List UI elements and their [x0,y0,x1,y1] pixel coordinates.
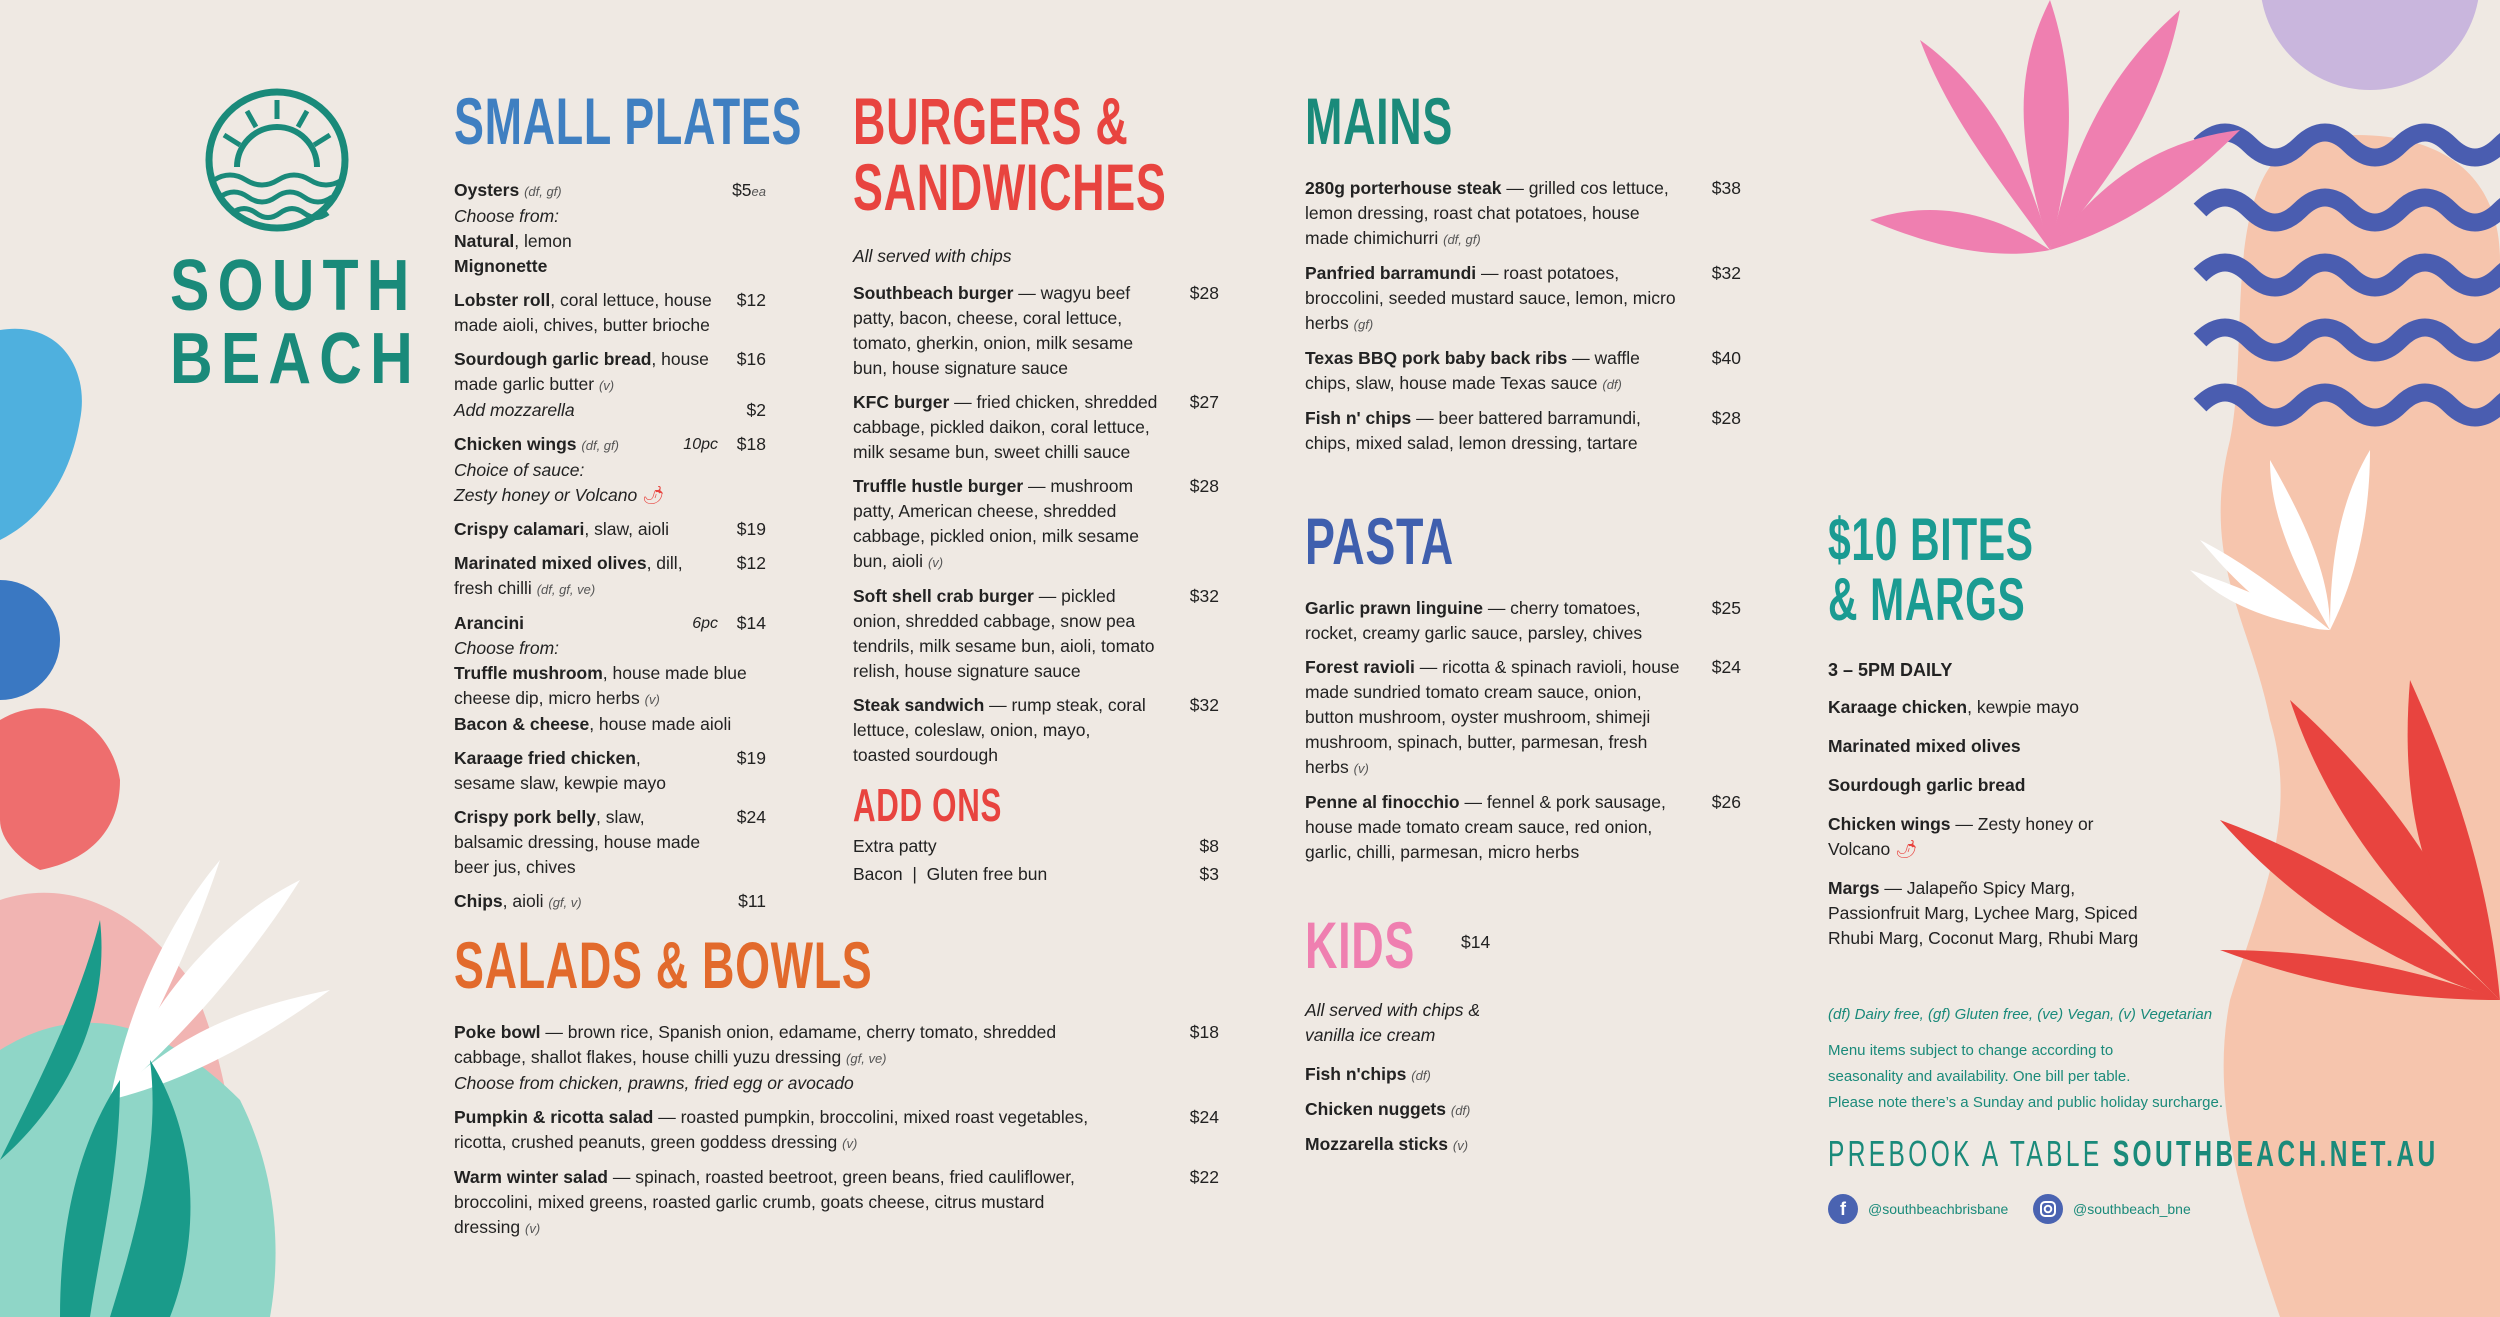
facebook-handle: @southbeachbrisbane [1868,1201,2009,1217]
menu-item: Texas BBQ pork baby back ribs — waffle chips, slaw, house made Texas sauce (df) $40 [1305,348,1741,393]
pink-leaf-shape [1870,0,2240,254]
info-section [1828,1002,2288,1116]
menu-item: Crispy pork belly, slaw, balsamic dressing, house made beer jus, chives $24 [454,807,766,877]
menu-item: Chicken wings (df, gf) 10pc $18 Choice of sauce: Zesty honey or Volcano 🌶 [454,434,766,505]
bite-item: Chicken wings — Zesty honey or Volcano 🌶 [1828,814,2094,859]
menu-item: Steak sandwich — rump steak, coral lettuce, coleslaw, onion, mayo, toasted sourdough $32 [853,695,1219,765]
menu-item: Lobster roll, coral lettuce, house made aioli, chives, butter brioche $12 [454,290,766,335]
menu-item: Forest ravioli — ricotta & spinach ravioli, house made sundried tomato cream sauce, onion, button mushroom, oyster mushroom, shimeji mushroom, spinach, butter, parmesan, fresh herbs (v) $24 [1305,657,1741,777]
coral-leaf-shape [0,708,120,870]
menu-item: Fish n'chips (df) [1305,1064,1431,1084]
add-on-item: Bacon | Gluten free bun $3 [853,864,1219,884]
burgers-title-1: BURGERS & [853,84,1129,158]
bites-time: 3 – 5PM DAILY [1828,660,1953,680]
kids-section [1305,908,1505,1167]
notice-line-3: Please note there’s a Sunday and public holiday surcharge. [1828,1094,2223,1111]
menu-item: Chicken nuggets (df) [1305,1099,1471,1119]
blue-leaf-shape [0,329,82,540]
menu-item: Marinated mixed olives, dill, fresh chilli (df, gf, ve) $12 [454,553,766,598]
burgers-section [853,84,1219,896]
bite-item: Margs — Jalapeño Spicy Marg, Passionfruit Marg, Lychee Marg, Spiced Rhubi Marg, Coconut Marg, Rhubi Marg [1828,878,2139,948]
kids-price: $14 [1461,932,1491,952]
chili-icon: 🌶 [1895,839,1918,859]
mains-section [1305,84,1741,465]
facebook-link[interactable] [1828,1194,2008,1224]
pasta-title: PASTA [1305,504,1454,578]
menu-item: Fish n' chips — beer battered barramundi, chips, mixed salad, lemon dressing, tartare $28 [1305,408,1741,453]
menu-item: Warm winter salad — spinach, roasted beetroot, green beans, fried cauliflower, broccolini, mixed greens, roasted garlic crumb, goats cheese, citrus mustard dressing (v) $22 [454,1167,1219,1237]
menu-item: Southbeach burger — wagyu beef patty, bacon, cheese, coral lettuce, tomato, gherkin, onion, milk sesame bun, house signature sauce $28 [853,283,1219,378]
bite-item: Marinated mixed olives [1828,736,2021,756]
bites-section [1828,506,2158,965]
menu-item: Penne al finocchio — fennel & pork sausage, house made tomato cream sauce, red onion, garlic, chilli, parmesan, micro herbs $26 [1305,792,1741,862]
instagram-link[interactable] [2033,1194,2191,1224]
kids-note: All served with chips & vanilla ice cream [1305,1000,1481,1045]
prebook-label: PREBOOK A TABLE [1828,1133,2103,1174]
menu-item: Poke bowl — brown rice, Spanish onion, edamame, cherry tomato, shredded cabbage, shallot flakes, house chilli yuzu dressing (gf, ve) $18 Choose from chicken, prawns, fried egg or avocado [454,1022,1219,1093]
menu-item: Oysters (df, gf) $5ea Choose from: Natural, lemon Mignonette [454,180,766,276]
website-link[interactable]: SOUTHBEACH.NET.AU [2112,1133,2439,1174]
bite-item: Karaage chicken, kewpie mayo [1828,697,2079,717]
burgers-title-2: SANDWICHES [853,150,1167,224]
menu-item: KFC burger — fried chicken, shredded cabbage, pickled daikon, coral lettuce, milk sesame bun, sweet chilli sauce $27 [853,392,1219,462]
add-ons-title: ADD ONS [853,779,1003,831]
bites-title-1: $10 BITES [1828,506,2034,573]
logo-line-1: SOUTH [170,246,418,326]
menu-item: Garlic prawn linguine — cherry tomatoes, rocket, creamy garlic sauce, parsley, chives $25 [1305,598,1741,643]
mains-title: MAINS [1305,84,1454,158]
chili-icon: 🌶 [642,485,665,505]
instagram-handle: @southbeach_bne [2073,1201,2191,1217]
menu-item: 280g porterhouse steak — grilled cos lettuce, lemon dressing, roast chat potatoes, house made chimichurri (df, gf) $38 [1305,178,1741,248]
kids-title: KIDS [1305,908,1415,982]
facebook-icon: f [1828,1194,1858,1224]
instagram-icon [2033,1194,2063,1224]
lilac-circle-shape [2260,0,2480,90]
menu-item: Chips, aioli (gf, v) $11 [454,891,766,911]
menu-item: Soft shell crab burger — pickled onion, shredded cabbage, snow pea tendrils, milk sesame bun, aioli, tomato relish, house signature sauce $32 [853,586,1219,681]
prebook-line [1828,1133,2439,1176]
menu-item: Truffle hustle burger — mushroom patty, American cheese, shredded cabbage, pickled onion, milk sesame bun, aioli (v) $28 [853,476,1219,571]
small-plates-title: SMALL PLATES [454,84,803,158]
bite-item: Sourdough garlic bread [1828,775,2026,795]
menu-item: Arancini 6pc $14 Choose from: Truffle mushroom, house made blue cheese dip, micro herbs (v) Bacon & cheese, house made aioli [454,613,766,734]
salads-title: SALADS & BOWLS [454,928,873,1002]
dietary-legend: (df) Dairy free, (gf) Gluten free, (ve) Vegan, (v) Vegetarian [1828,1006,2213,1023]
sun-over-waves-icon [202,85,352,235]
menu-item: Karaage fried chicken, sesame slaw, kewpie mayo $19 [454,748,766,793]
logo-line-2: BEACH [170,319,421,399]
blue-circle-shape [0,580,60,700]
add-on-item: Extra patty $8 [853,836,1219,856]
burgers-note: All served with chips [853,246,1012,266]
notice-line-1: Menu items subject to change according to [1828,1042,2114,1059]
menu-item: Mozzarella sticks (v) [1305,1134,1469,1154]
notice-line-2: seasonality and availability. One bill per table. [1828,1068,2131,1085]
menu-item: Crispy calamari, slaw, aioli $19 [454,519,766,539]
small-plates-section [454,84,803,924]
bites-title-2: & MARGS [1828,566,2026,633]
salads-section [454,928,1219,1250]
menu-item: Sourdough garlic bread, house made garlic butter (v) $16 Add mozzarella $2 [454,349,766,420]
menu-item: Pumpkin & ricotta salad — roasted pumpkin, broccolini, mixed roast vegetables, ricotta, crushed peanuts, green goddess dressing (v) $24 [454,1107,1219,1152]
pasta-section [1305,504,1741,874]
menu-item: Panfried barramundi — roast potatoes, broccolini, seeded mustard sauce, lemon, micro herbs (gf) $32 [1305,263,1741,333]
